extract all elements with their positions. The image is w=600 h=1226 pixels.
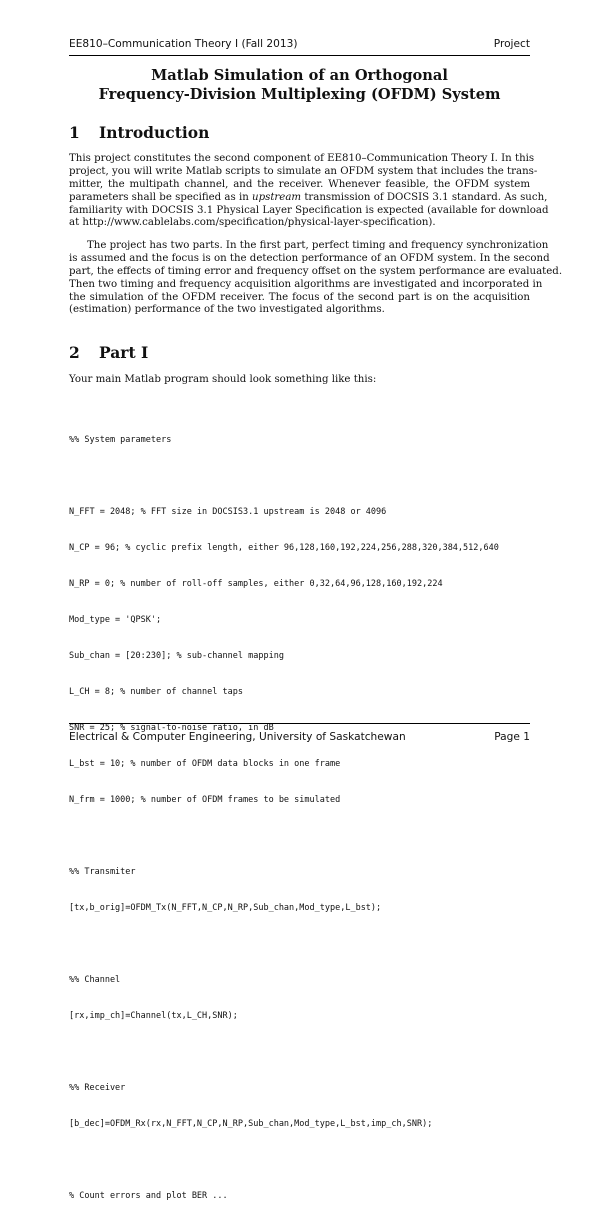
text-run: transmission of DOCSIS 3.1 standard. As such, [301, 191, 548, 203]
code-line: [tx,b_orig]=OFDM_Tx(N_FFT,N_CP,N_RP,Sub_chan,Mod_type,L_bst); [69, 903, 382, 913]
header-course: EE810–Communication Theory I (Fall 2013) [69, 38, 298, 50]
code-line: %% System parameters [69, 435, 172, 445]
paragraph-line: familiarity with DOCSIS 3.1 Physical Layer Specification is expected (available for download [69, 204, 549, 216]
paragraph-line: the simulation of the OFDM receiver. The focus of the second part is on the acquisition [69, 291, 530, 303]
code-line: N_CP = 96; % cyclic prefix length, either 96,128,160,192,224,256,288,320,384,512,640 [69, 543, 499, 553]
code-line: SNR = 25; % signal-to-noise ratio, in dB [69, 723, 274, 733]
code-line: L_CH = 8; % number of channel taps [69, 687, 243, 697]
code-line: %% Channel [69, 975, 121, 985]
emphasis-upstream: upstream [252, 191, 302, 203]
code-line: Mod_type = 'QPSK'; [69, 615, 162, 625]
intro-paragraph-2 [69, 240, 563, 317]
paragraph-line: Your main Matlab program should look something like this: [69, 374, 377, 385]
header-rule [69, 55, 530, 56]
footer-institution: Electrical & Computer Engineering, University of Saskatchewan [69, 731, 406, 743]
paragraph-line: Then two timing and frequency acquisition algorithms are investigated and incorporated in [69, 278, 543, 290]
section-title: Part I [99, 343, 149, 362]
section-number: 1 [69, 123, 80, 142]
code-line: N_frm = 1000; % number of OFDM frames to be simulated [69, 795, 341, 805]
paragraph-line: at http://www.cablelabs.com/specification/physical-layer-specification). [69, 217, 436, 229]
document-title [69, 66, 530, 104]
section-heading-introduction [69, 123, 209, 142]
code-line [69, 830, 499, 842]
paragraph-line [69, 191, 548, 205]
footer-rule [69, 723, 530, 724]
title-line-2: Frequency-Division Multiplexing (OFDM) System [98, 86, 501, 103]
section-title: Introduction [99, 123, 210, 142]
part1-paragraph [69, 374, 530, 387]
code-line: L_bst = 10; % number of OFDM data blocks in one frame [69, 759, 341, 769]
header-label: Project [493, 38, 530, 50]
intro-paragraph-1 [69, 153, 549, 230]
paragraph-line: is assumed and the focus is on the detection performance of an OFDM system. In the second [69, 252, 550, 264]
text-run: parameters shall be specified as in [69, 191, 249, 203]
title-line-1: Matlab Simulation of an Orthogonal [151, 67, 448, 84]
code-line [69, 1046, 499, 1058]
code-line: %% Transmiter [69, 867, 136, 877]
code-line: N_FFT = 2048; % FFT size in DOCSIS3.1 upstream is 2048 or 4096 [69, 507, 387, 517]
code-line [69, 1154, 499, 1166]
footer-page-number: Page 1 [494, 731, 530, 743]
paragraph-line: part, the effects of timing error and frequency offset on the system performance are evaluated. [69, 265, 563, 277]
paragraph-line: project, you will write Matlab scripts to simulate an OFDM system that includes the trans- [69, 165, 538, 177]
code-line [69, 938, 499, 950]
paragraph-line: This project constitutes the second component of EE810–Communication Theory I. In this [69, 153, 535, 164]
code-line: N_RP = 0; % number of roll-off samples, either 0,32,64,96,128,160,192,224 [69, 579, 443, 589]
matlab-code-listing [69, 410, 499, 1226]
code-line [69, 470, 499, 482]
code-line: [rx,imp_ch]=Channel(tx,L_CH,SNR); [69, 1011, 238, 1021]
paragraph-line: The project has two parts. In the first part, perfect timing and frequency synchronization [87, 240, 549, 251]
code-line: %% Receiver [69, 1083, 126, 1093]
paragraph-line: mitter, the multipath channel, and the receiver. Whenever feasible, the OFDM system [69, 178, 530, 190]
code-line: % Count errors and plot BER ... [69, 1191, 228, 1201]
code-line: Sub_chan = [20:230]; % sub-channel mapping [69, 651, 284, 661]
paragraph-line: (estimation) performance of the two investigated algorithms. [69, 304, 385, 316]
section-heading-part-1 [69, 343, 148, 362]
code-line: [b_dec]=OFDM_Rx(rx,N_FFT,N_CP,N_RP,Sub_chan,Mod_type,L_bst,imp_ch,SNR); [69, 1119, 433, 1129]
section-number: 2 [69, 343, 80, 362]
